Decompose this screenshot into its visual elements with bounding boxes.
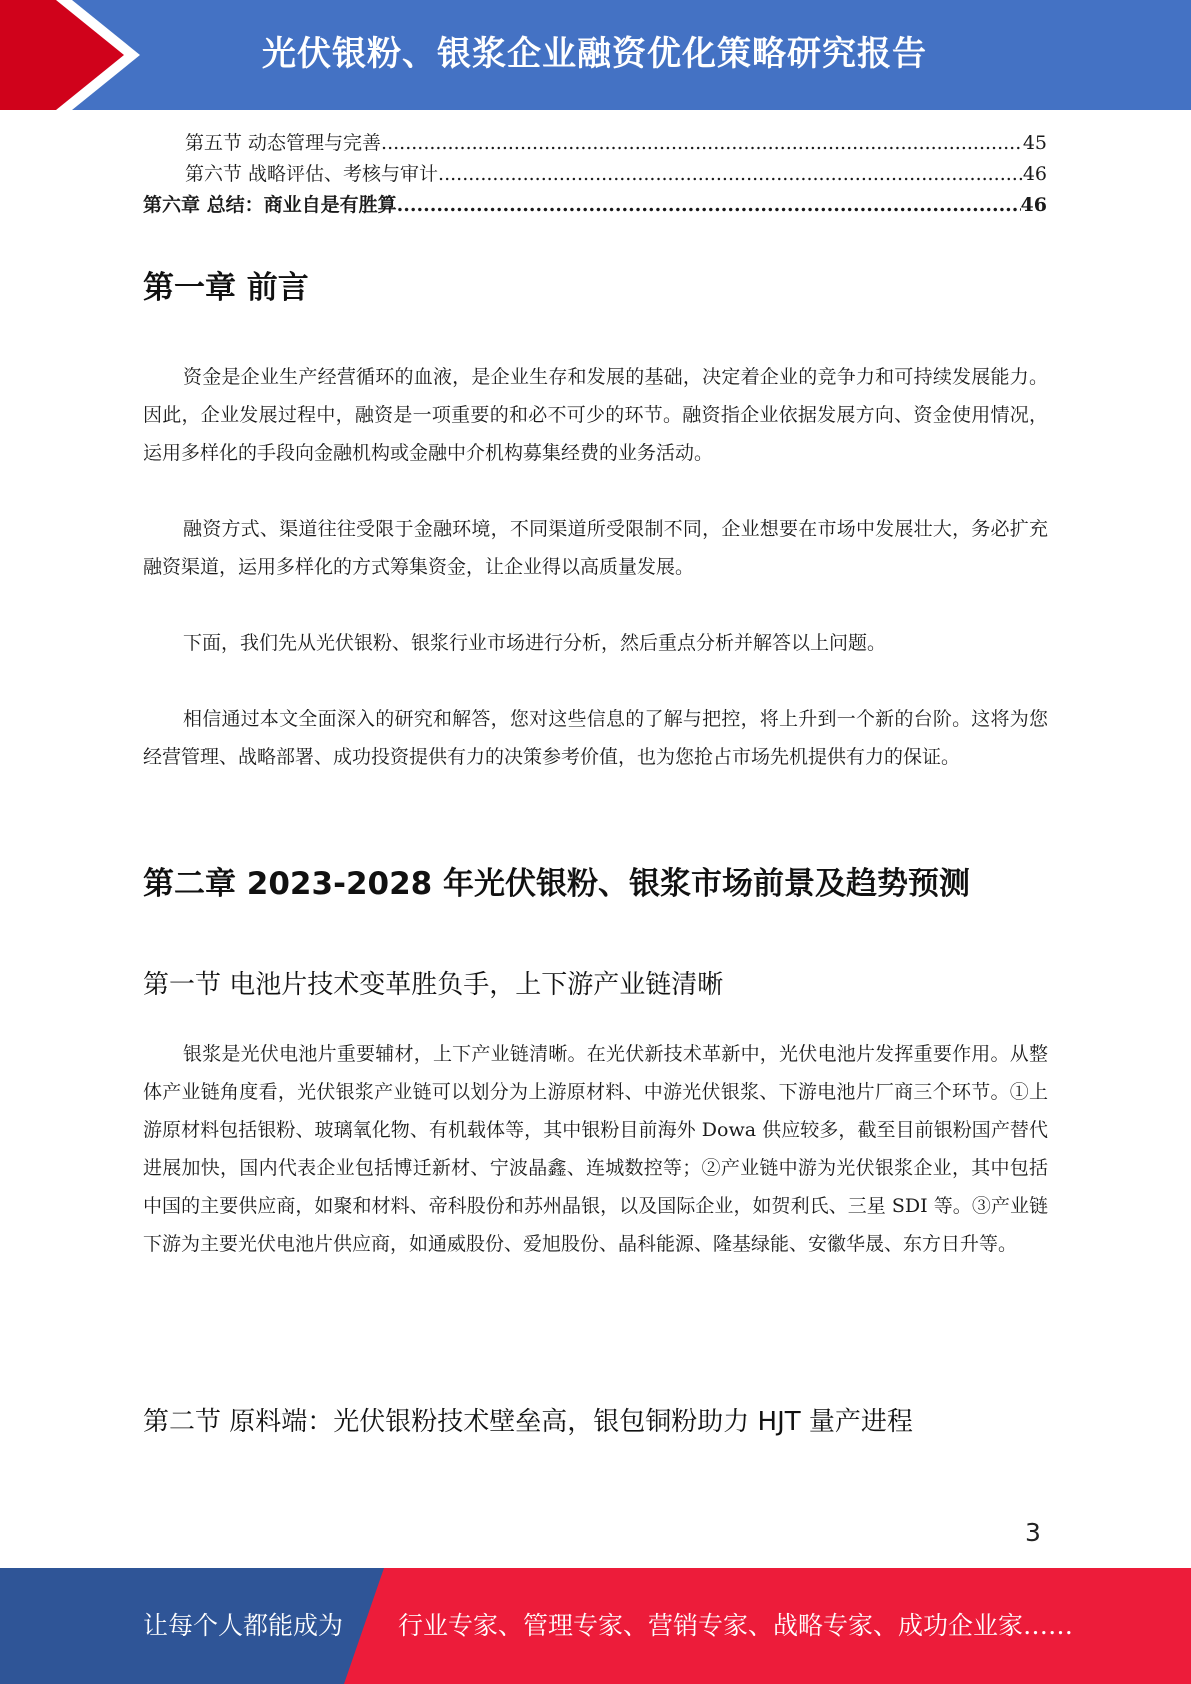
chapter-heading: 第二章 2023-2028 年光伏银粉、银浆市场前景及趋势预测 — [143, 866, 971, 902]
toc-leader-dots — [397, 190, 1021, 221]
body-paragraph: 下面，我们先从光伏银粉、银浆行业市场进行分析，然后重点分析并解答以上问题。 — [183, 632, 887, 654]
section-heading: 第二节 原料端：光伏银粉技术壁垒高，银包铜粉助力 HJT 量产进程 — [143, 1407, 913, 1437]
footer-banner — [0, 1568, 1191, 1684]
toc-entry-title: 第五节 动态管理与完善 — [185, 132, 382, 154]
body-paragraph: 相信通过本文全面深入的研究和解答，您对这些信息的了解与把控，将上升到一个新的台阶。这将为您经营管理、战略部署、成功投资提供有力的决策参考价值，也为您抢占市场先机提供有力的保证。 — [143, 708, 1048, 768]
toc-leader-dots — [381, 128, 1023, 159]
body-paragraph: 银浆是光伏电池片重要辅材，上下产业链清晰。在光伏新技术革新中，光伏电池片发挥重要作用。从整体产业链角度看，光伏银浆产业链可以划分为上游原材料、中游光伏银浆、下游电池片厂商三个环节。①上游原材料包括银粉、玻璃氧化物、有机载体等，其中银粉目前海外 Dowa 供应较多，截至目前银粉国产替代进展加快，国内代表企业包括博迁新材、宁波晶鑫、连城数控等；②产业链中游为光伏银浆企业，其中包括中国的主要供应商，如聚和材料、帝科股份和苏州晶银，以及国际企业，如贺利氏、三星 SDI 等。③产业链下游为主要光伏电池片供应商，如通威股份、爱旭股份、晶科能源、隆基绿能、安徽华晟、东方日升等。 — [143, 1043, 1048, 1255]
page-number: 3 — [1025, 1518, 1041, 1547]
toc-entry-page: 46 — [1022, 163, 1047, 185]
table-of-contents — [143, 128, 1047, 221]
body-paragraph: 资金是企业生产经营循环的血液，是企业生存和发展的基础，决定着企业的竞争力和可持续发展能力。因此，企业发展过程中，融资是一项重要的和必不可少的环节。融资指企业依据发展方向、资金使用情况，运用多样化的手段向金融机构或金融中介机构募集经费的业务活动。 — [143, 366, 1048, 464]
footer-slogan-right: 行业专家、管理专家、营销专家、战略专家、成功企业家…… — [398, 1611, 1074, 1640]
header-banner — [0, 0, 1191, 110]
section-heading: 第一节 电池片技术变革胜负手，上下游产业链清晰 — [143, 970, 724, 1000]
report-title: 光伏银粉、银浆企业融资优化策略研究报告 — [262, 34, 927, 74]
toc-entry-title: 第六节 战略评估、考核与审计 — [185, 163, 439, 185]
toc-entry[interactable] — [143, 190, 1047, 221]
body-paragraph: 融资方式、渠道往往受限于金融环境，不同渠道所受限制不同，企业想要在市场中发展壮大，务必扩充融资渠道，运用多样化的方式筹集资金，让企业得以高质量发展。 — [143, 518, 1048, 578]
footer-slogan-left: 让每个人都能成为 — [143, 1611, 344, 1640]
toc-entry-title: 第六章 总结：商业自是有胜算 — [143, 194, 397, 216]
toc-entry[interactable] — [143, 159, 1047, 190]
chapter-heading: 第一章 前言 — [143, 270, 309, 306]
toc-leader-dots — [438, 159, 1023, 190]
toc-entry-page: 46 — [1020, 194, 1047, 216]
toc-entry-page: 45 — [1022, 132, 1047, 154]
toc-entry[interactable] — [143, 128, 1047, 159]
